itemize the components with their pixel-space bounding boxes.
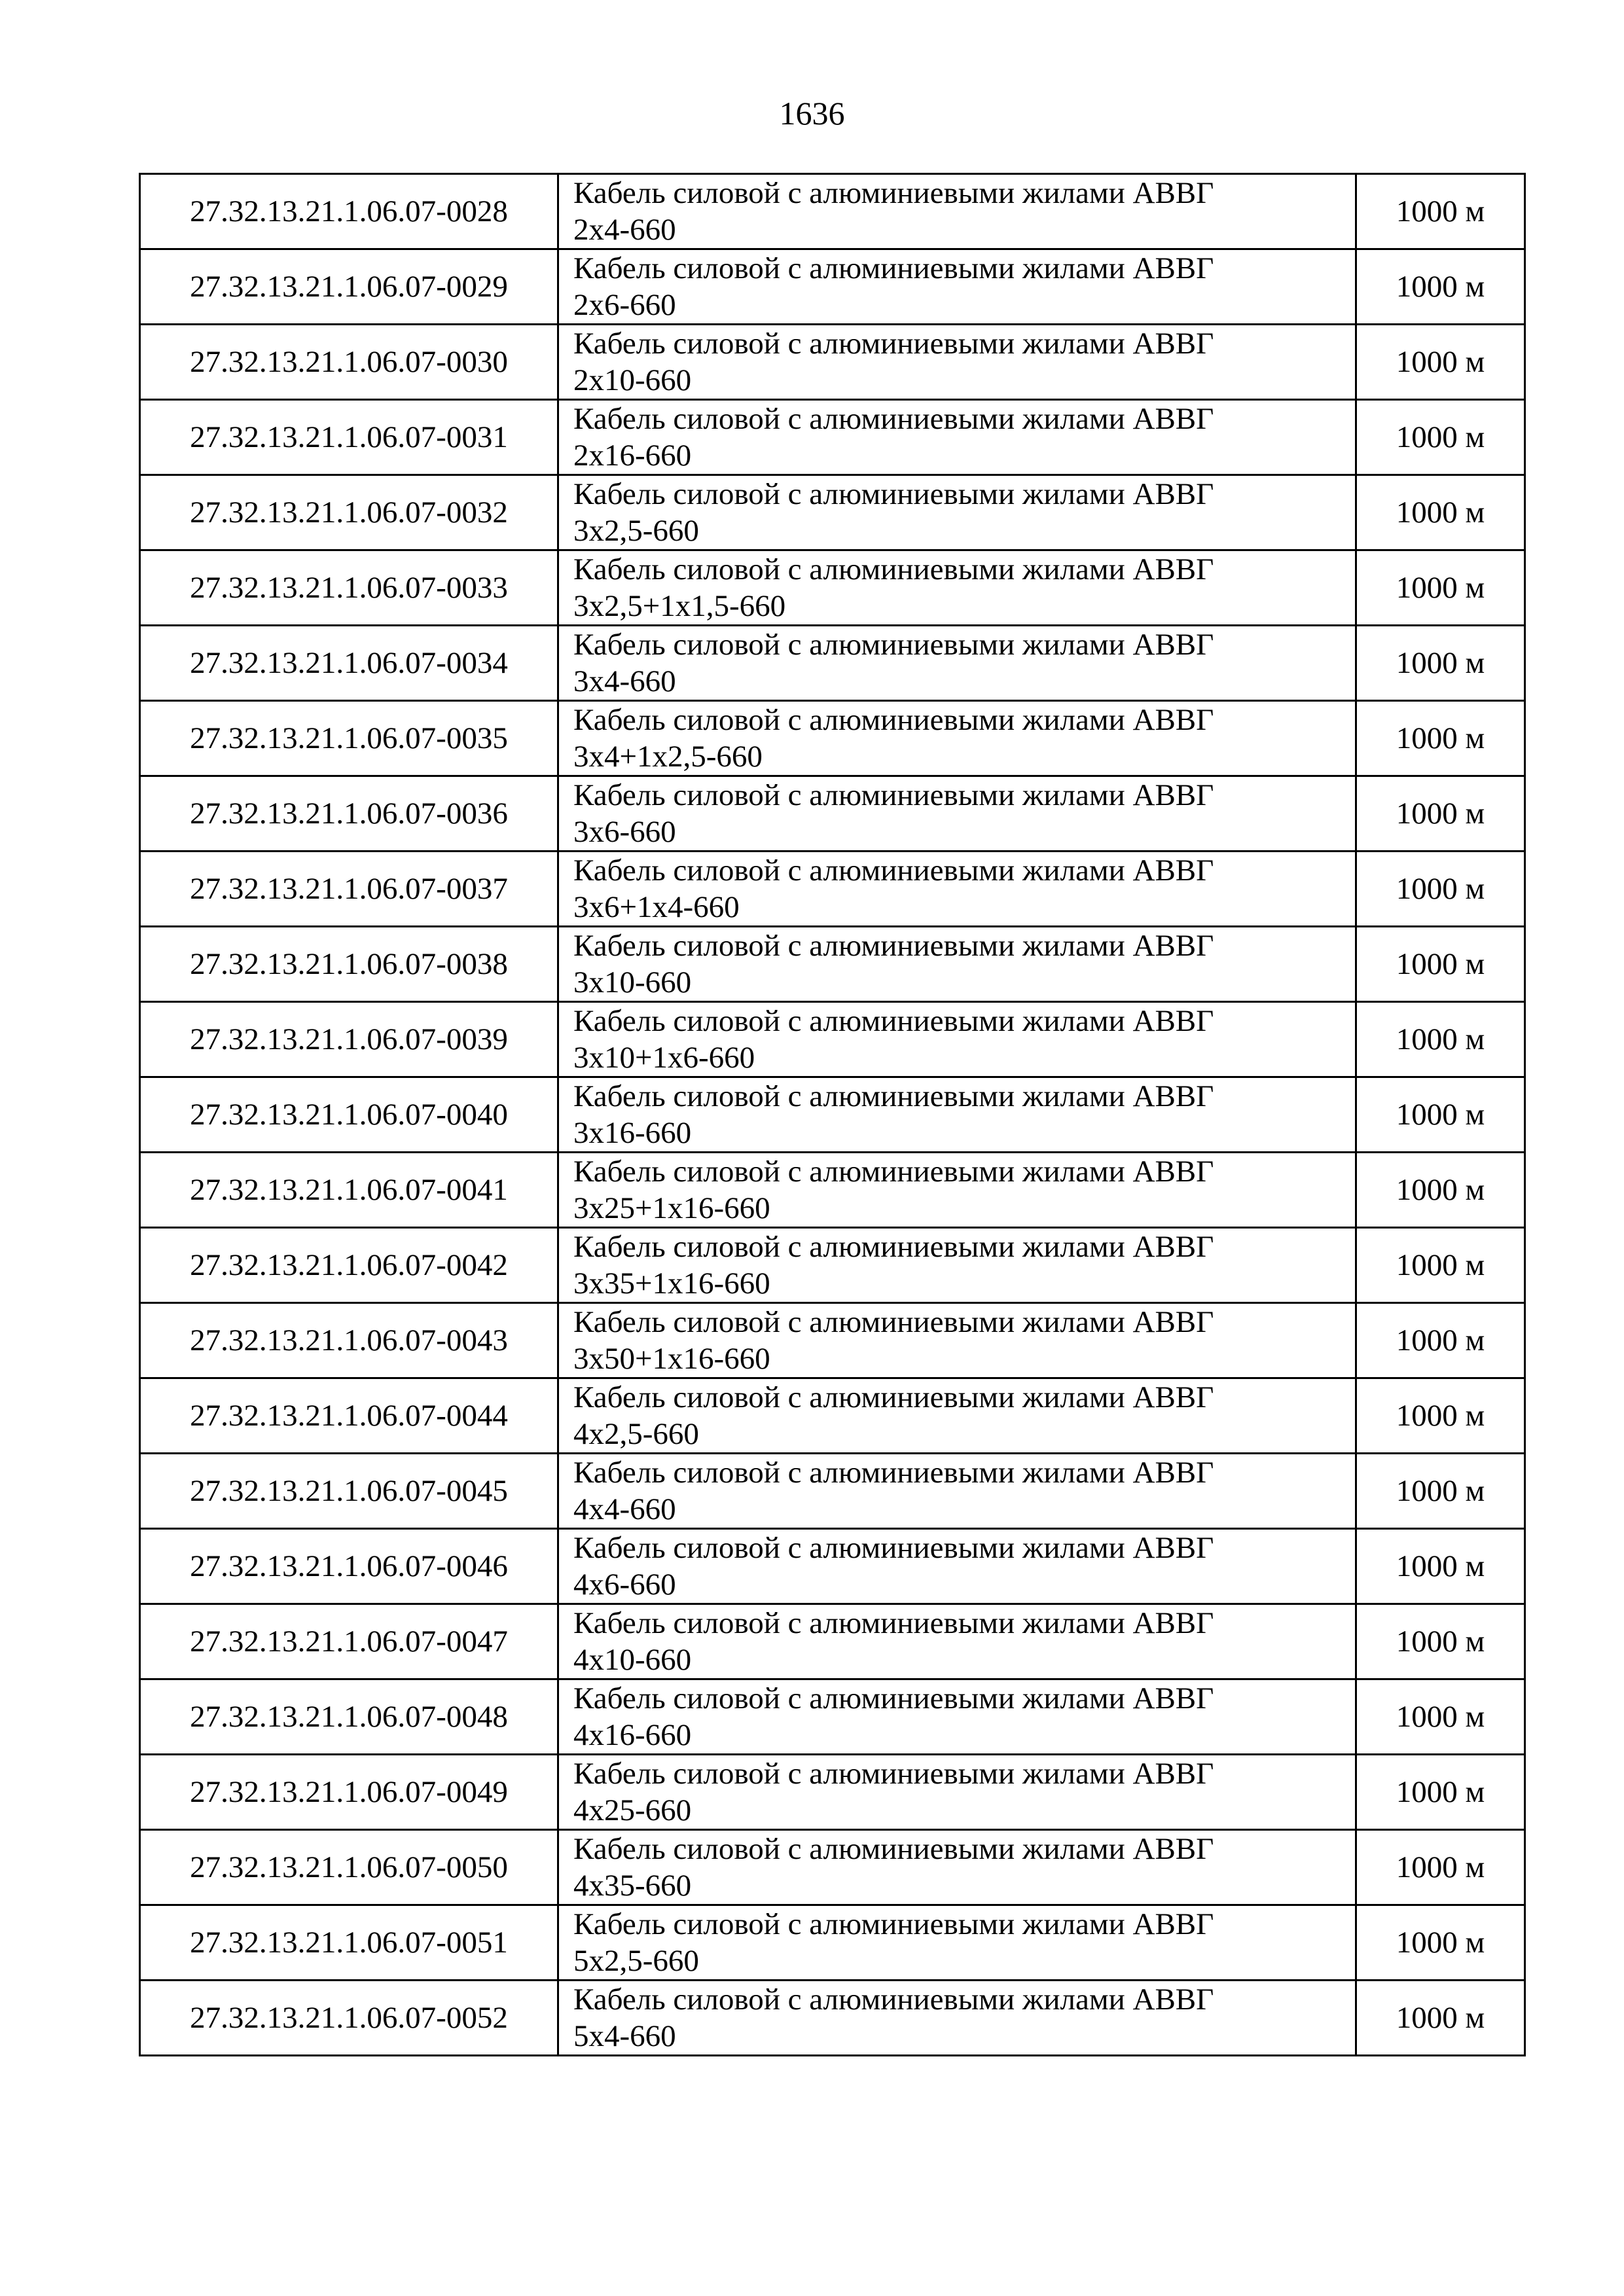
table-row [140,325,1525,400]
table-row [140,1830,1525,1905]
item-spec: 4х16-660 [573,1718,692,1752]
table-row [140,1153,1525,1228]
table-row [140,1303,1525,1378]
item-name-cell [558,852,1356,927]
item-code-cell: 27.32.13.21.1.06.07-0032 [140,475,558,550]
item-name: Кабель силовой с алюминиевыми жилами АВВГ [573,1004,1214,1038]
item-unit-cell: 1000 м [1356,1153,1525,1228]
item-spec: 4х25-660 [573,1793,692,1827]
item-unit-cell: 1000 м [1356,1830,1525,1905]
item-name: Кабель силовой с алюминиевыми жилами АВВГ [573,1531,1214,1565]
item-unit-cell: 1000 м [1356,776,1525,852]
table-row [140,1981,1525,2056]
item-name-cell [558,1303,1356,1378]
item-name-cell [558,1755,1356,1830]
item-code-cell: 27.32.13.21.1.06.07-0050 [140,1830,558,1905]
item-name-cell [558,1378,1356,1454]
item-name-cell [558,400,1356,475]
table-row [140,475,1525,550]
item-name: Кабель силовой с алюминиевыми жилами АВВГ [573,1832,1214,1866]
item-name-cell [558,701,1356,776]
item-name: Кабель силовой с алюминиевыми жилами АВВГ [573,552,1214,586]
item-spec: 3х2,5+1х1,5-660 [573,589,786,623]
item-name-cell [558,174,1356,249]
item-spec: 3х50+1х16-660 [573,1342,770,1376]
table-row [140,1228,1525,1303]
item-name: Кабель силовой с алюминиевыми жилами АВВГ [573,1305,1214,1339]
item-spec: 2х4-660 [573,213,676,247]
item-spec: 3х10-660 [573,965,692,999]
item-code-cell: 27.32.13.21.1.06.07-0041 [140,1153,558,1228]
item-code-cell: 27.32.13.21.1.06.07-0045 [140,1454,558,1529]
item-unit-cell: 1000 м [1356,1002,1525,1077]
item-code-cell: 27.32.13.21.1.06.07-0038 [140,927,558,1002]
item-name: Кабель силовой с алюминиевыми жилами АВВГ [573,1456,1214,1490]
item-code-cell: 27.32.13.21.1.06.07-0047 [140,1604,558,1679]
item-name: Кабель силовой с алюминиевыми жилами АВВГ [573,778,1214,812]
items-table [139,173,1526,2056]
table-row [140,1604,1525,1679]
item-name-cell [558,626,1356,701]
item-name-cell [558,1830,1356,1905]
item-name: Кабель силовой с алюминиевыми жилами АВВГ [573,1757,1214,1791]
item-spec: 4х4-660 [573,1492,676,1526]
item-name: Кабель силовой с алюминиевыми жилами АВВГ [573,1606,1214,1640]
item-name: Кабель силовой с алюминиевыми жилами АВВГ [573,327,1214,361]
item-code-cell: 27.32.13.21.1.06.07-0030 [140,325,558,400]
table-row [140,400,1525,475]
item-name-cell [558,1981,1356,2056]
item-spec: 4х35-660 [573,1869,692,1903]
item-spec: 5х2,5-660 [573,1944,699,1978]
page-number: 1636 [779,95,845,132]
item-name-cell [558,927,1356,1002]
table-row [140,776,1525,852]
item-name-cell [558,776,1356,852]
item-code-cell: 27.32.13.21.1.06.07-0046 [140,1529,558,1604]
item-name: Кабель силовой с алюминиевыми жилами АВВГ [573,477,1214,511]
item-name: Кабель силовой с алюминиевыми жилами АВВГ [573,628,1214,662]
table-row [140,927,1525,1002]
item-spec: 2х10-660 [573,363,692,397]
item-spec: 3х4-660 [573,664,676,698]
item-unit-cell: 1000 м [1356,1378,1525,1454]
item-spec: 2х6-660 [573,288,676,322]
item-name-cell [558,550,1356,626]
item-spec: 4х6-660 [573,1568,676,1602]
item-unit-cell: 1000 м [1356,1981,1525,2056]
item-code-cell: 27.32.13.21.1.06.07-0048 [140,1679,558,1755]
table-row [140,174,1525,249]
item-code-cell: 27.32.13.21.1.06.07-0040 [140,1077,558,1153]
item-unit-cell: 1000 м [1356,1529,1525,1604]
item-unit-cell: 1000 м [1356,1604,1525,1679]
item-code-cell: 27.32.13.21.1.06.07-0037 [140,852,558,927]
item-code-cell: 27.32.13.21.1.06.07-0043 [140,1303,558,1378]
item-name: Кабель силовой с алюминиевыми жилами АВВГ [573,703,1214,737]
table-row [140,1378,1525,1454]
item-unit-cell: 1000 м [1356,626,1525,701]
table-row [140,1454,1525,1529]
item-name: Кабель силовой с алюминиевыми жилами АВВГ [573,853,1214,888]
item-code-cell: 27.32.13.21.1.06.07-0035 [140,701,558,776]
item-spec: 4х2,5-660 [573,1417,699,1451]
item-unit-cell: 1000 м [1356,701,1525,776]
item-spec: 4х10-660 [573,1643,692,1677]
item-unit-cell: 1000 м [1356,1679,1525,1755]
item-name: Кабель силовой с алюминиевыми жилами АВВГ [573,1907,1214,1941]
item-code-cell: 27.32.13.21.1.06.07-0044 [140,1378,558,1454]
item-name-cell [558,1454,1356,1529]
item-name: Кабель силовой с алюминиевыми жилами АВВГ [573,251,1214,285]
table-row [140,550,1525,626]
table-row [140,852,1525,927]
item-spec: 3х6-660 [573,815,676,849]
item-name-cell [558,1604,1356,1679]
item-unit-cell: 1000 м [1356,927,1525,1002]
item-code-cell: 27.32.13.21.1.06.07-0033 [140,550,558,626]
item-spec: 3х35+1х16-660 [573,1266,770,1300]
table-row [140,1905,1525,1981]
item-unit-cell: 1000 м [1356,1755,1525,1830]
item-name-cell [558,1905,1356,1981]
item-code-cell: 27.32.13.21.1.06.07-0052 [140,1981,558,2056]
item-unit-cell: 1000 м [1356,550,1525,626]
table-row [140,1755,1525,1830]
item-unit-cell: 1000 м [1356,1077,1525,1153]
item-name-cell [558,1529,1356,1604]
item-name-cell [558,1679,1356,1755]
table-row [140,701,1525,776]
item-spec: 3х2,5-660 [573,514,699,548]
item-spec: 2х16-660 [573,439,692,473]
item-name-cell [558,249,1356,325]
table-row [140,1679,1525,1755]
item-code-cell: 27.32.13.21.1.06.07-0051 [140,1905,558,1981]
table-row [140,1002,1525,1077]
item-name: Кабель силовой с алюминиевыми жилами АВВГ [573,176,1214,210]
item-code-cell: 27.32.13.21.1.06.07-0029 [140,249,558,325]
item-unit-cell: 1000 м [1356,475,1525,550]
item-unit-cell: 1000 м [1356,249,1525,325]
table-row [140,1529,1525,1604]
item-unit-cell: 1000 м [1356,1303,1525,1378]
item-name: Кабель силовой с алюминиевыми жилами АВВГ [573,1681,1214,1715]
item-name-cell [558,325,1356,400]
item-code-cell: 27.32.13.21.1.06.07-0031 [140,400,558,475]
item-name: Кабель силовой с алюминиевыми жилами АВВГ [573,1079,1214,1113]
table-row [140,626,1525,701]
item-unit-cell: 1000 м [1356,1228,1525,1303]
item-unit-cell: 1000 м [1356,400,1525,475]
item-name: Кабель силовой с алюминиевыми жилами АВВГ [573,1230,1214,1264]
item-name: Кабель силовой с алюминиевыми жилами АВВГ [573,929,1214,963]
item-code-cell: 27.32.13.21.1.06.07-0042 [140,1228,558,1303]
items-table-body [140,174,1525,2056]
item-spec: 3х16-660 [573,1116,692,1150]
item-name-cell [558,1228,1356,1303]
item-spec: 3х6+1х4-660 [573,890,740,924]
item-code-cell: 27.32.13.21.1.06.07-0036 [140,776,558,852]
item-code-cell: 27.32.13.21.1.06.07-0049 [140,1755,558,1830]
item-name-cell [558,1002,1356,1077]
item-unit-cell: 1000 м [1356,325,1525,400]
item-name-cell [558,1153,1356,1228]
item-name: Кабель силовой с алюминиевыми жилами АВВГ [573,1155,1214,1189]
item-spec: 3х4+1х2,5-660 [573,740,763,774]
item-unit-cell: 1000 м [1356,174,1525,249]
item-unit-cell: 1000 м [1356,852,1525,927]
item-unit-cell: 1000 м [1356,1905,1525,1981]
item-code-cell: 27.32.13.21.1.06.07-0028 [140,174,558,249]
item-name-cell [558,1077,1356,1153]
item-code-cell: 27.32.13.21.1.06.07-0039 [140,1002,558,1077]
item-unit-cell: 1000 м [1356,1454,1525,1529]
item-spec: 3х10+1х6-660 [573,1041,755,1075]
item-name-cell [558,475,1356,550]
item-name: Кабель силовой с алюминиевыми жилами АВВГ [573,1380,1214,1414]
item-name: Кабель силовой с алюминиевыми жилами АВВГ [573,1982,1214,2017]
item-spec: 5х4-660 [573,2019,676,2053]
item-spec: 3х25+1х16-660 [573,1191,770,1225]
item-name: Кабель силовой с алюминиевыми жилами АВВГ [573,402,1214,436]
table-row [140,1077,1525,1153]
table-row [140,249,1525,325]
item-code-cell: 27.32.13.21.1.06.07-0034 [140,626,558,701]
